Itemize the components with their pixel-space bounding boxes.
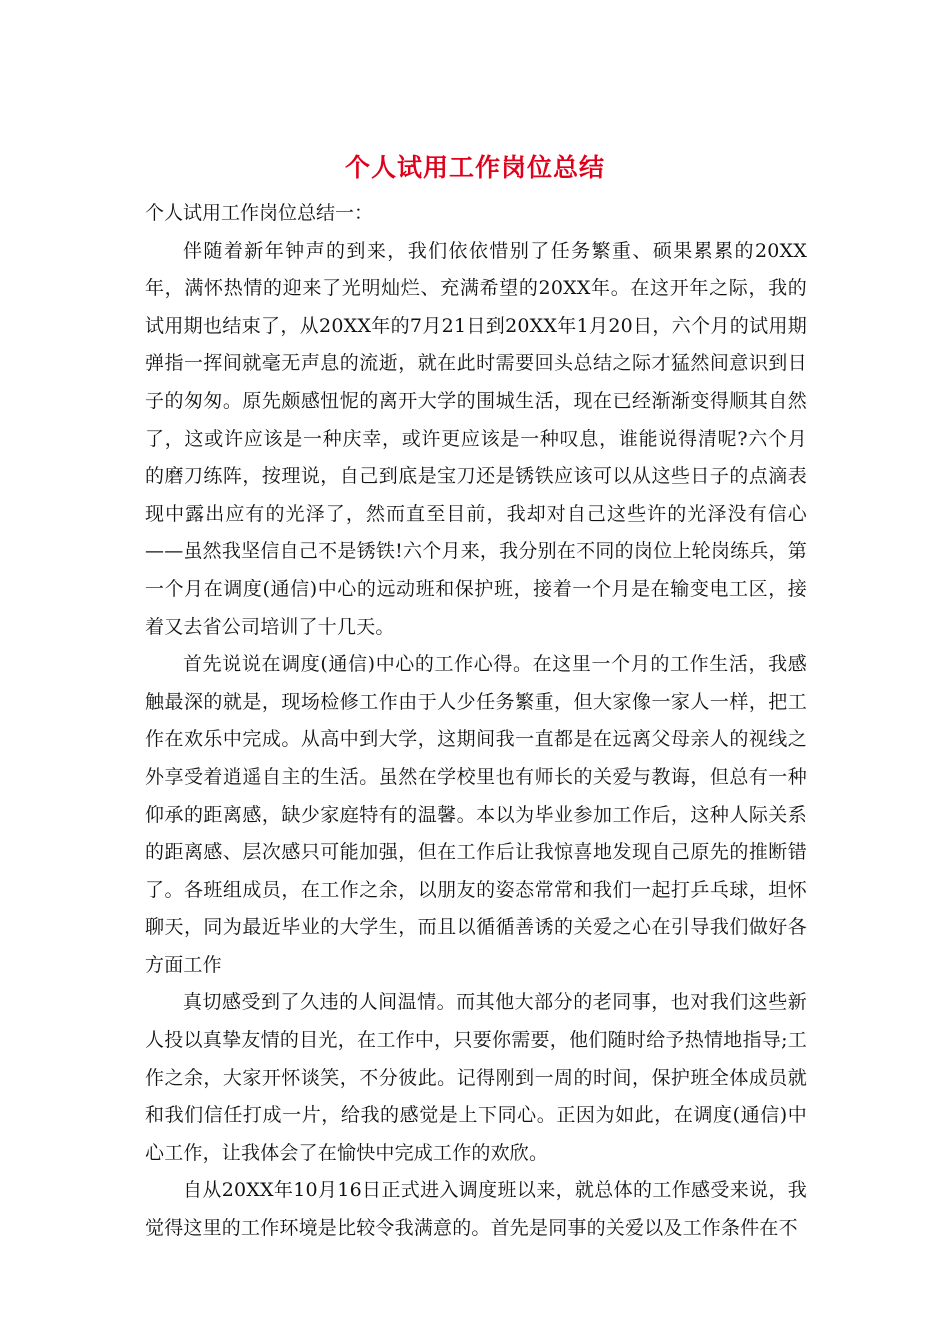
paragraph-4: 自从20XX年10月16日正式进入调度班以来，就总体的工作感受来说，我觉得这里的工作环境是比较令我满意的。首先是同事的关爱以及工作条件在不: [145, 1179, 807, 1240]
paragraph-3: 真切感受到了久违的人间温情。而其他大部分的老同事，也对我们这些新人投以真挚友情的目光，在工作中，只要你需要，他们随时给予热情地指导;工作之余，大家开怀谈笑，不分彼此。记得刚到一周的时间，保护班全体成员就和我们信任打成一片，给我的感觉是上下同心。正因为如此，在调度(通信)中心工作，让我体会了在愉快中完成工作的欢欣。: [145, 991, 807, 1164]
paragraph-2: 首先说说在调度(通信)中心的工作心得。在这里一个月的工作生活，我感触最深的就是，现场检修工作由于人少任务繁重，但大家像一家人一样，把工作在欢乐中完成。从高中到大学，这期间我一直都是在远离父母亲人的视线之外享受着逍遥自主的生活。虽然在学校里也有师长的关爱与教诲，但总有一种仰承的距离感，缺少家庭特有的温馨。本以为毕业参加工作后，这种人际关系的距离感、层次感只可能加强，但在工作后让我惊喜地发现自己原先的推断错了。各班组成员，在工作之余，以朋友的姿态常常和我们一起打乒乓球，坦怀聊天，同为最近毕业的大学生，而且以循循善诱的关爱之心在引导我们做好各方面工作: [145, 653, 807, 976]
document-title: 个人试用工作岗位总结: [344, 153, 605, 182]
document-body: [145, 195, 807, 1248]
paragraph-1: 伴随着新年钟声的到来，我们依依惜别了任务繁重、硕果累累的20XX年，满怀热情的迎来了光明灿烂、充满希望的20XX年。在这开年之际，我的试用期也结束了，从20XX年的7月21日到20XX年1月20日，六个月的试用期弹指一挥间就毫无声息的流逝，就在此时需要回头总结之际才猛然间意识到日子的匆匆。原先颇感忸怩的离开大学的围城生活，现在已经渐渐变得顺其自然了，这或许应该是一种庆幸，或许更应该是一种叹息，谁能说得清呢?六个月的磨刀练阵，按理说，自己到底是宝刀还是锈铁应该可以从这些日子的点滴表现中露出应有的光泽了，然而直至目前，我却对自己这些许的光泽没有信心——虽然我坚信自己不是锈铁!六个月来，我分别在不同的岗位上轮岗练兵，第一个月在调度(通信)中心的远动班和保护班，接着一个月是在输变电工区，接着又去省公司培训了十几天。: [145, 239, 807, 638]
section-heading: 个人试用工作岗位总结一：: [145, 202, 374, 224]
